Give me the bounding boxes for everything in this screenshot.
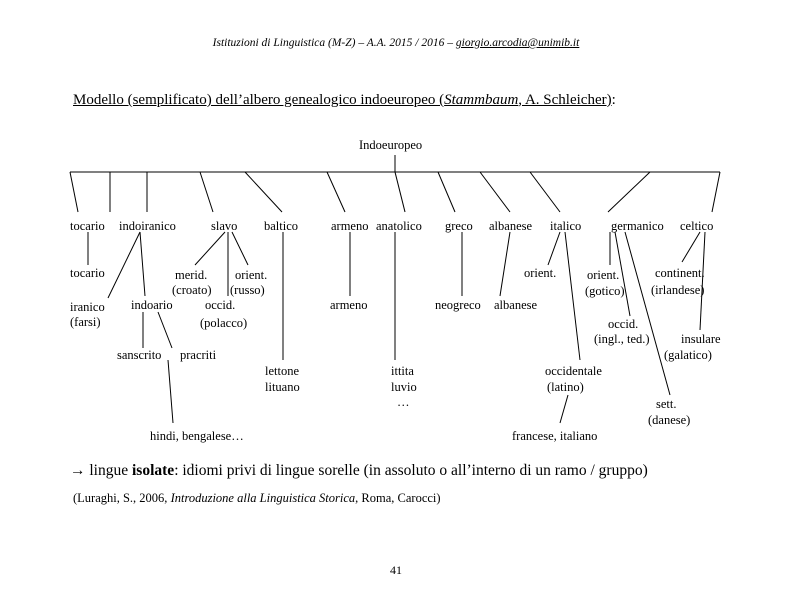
node-lettone: lettone (265, 364, 300, 378)
node-armeno-2: armeno (330, 298, 368, 312)
node-occid-slav: occid. (205, 298, 236, 312)
node-orient-slav: orient. (235, 268, 268, 282)
node-farsi: (farsi) (70, 315, 101, 329)
bibliographic-reference (73, 491, 441, 506)
node-francese: francese, italiano (512, 429, 598, 443)
node-ingl-ted: (ingl., ted.) (594, 332, 650, 346)
isolate-note (70, 462, 648, 480)
node-iranico: iranico (70, 300, 105, 314)
node-danese: (danese) (648, 413, 691, 427)
node-italico: italico (550, 219, 582, 233)
header-text: Istituzioni di Linguistica (M-Z) – A.A. 2015 / 2016 – (212, 37, 456, 49)
ref-pre: (Luraghi, S., 2006, (73, 491, 171, 505)
title-stammbaum: Stammbaum (444, 92, 519, 108)
node-irlandese: (irlandese) (651, 283, 705, 297)
node-latino: (latino) (547, 380, 584, 394)
title-main: Modello (semplificato) dell’albero genealogico indoeuropeo ( (73, 92, 445, 108)
node-polacco: (polacco) (200, 316, 248, 330)
node-russo: (russo) (230, 283, 265, 297)
node-slavo: slavo (211, 219, 238, 233)
node-sanscrito: sanscrito (117, 348, 162, 362)
node-tocario-2: tocario (70, 266, 105, 280)
header-email: giorgio.arcodia@unimib.it (455, 37, 580, 49)
node-luvio: luvio (391, 380, 417, 394)
node-occid-germ: occid. (608, 317, 639, 331)
node-sett: sett. (656, 397, 677, 411)
node-continent: continent. (655, 266, 705, 280)
page-number: 41 (390, 563, 402, 577)
title-colon: : (611, 92, 616, 108)
note-bold: isolate (132, 462, 175, 479)
node-indoiranico: indoiranico (119, 219, 176, 233)
ref-book: Introduzione alla Linguistica Storica (170, 491, 356, 505)
node-germanico: germanico (611, 219, 664, 233)
node-ittita: ittita (391, 364, 414, 378)
node-neogreco: neogreco (435, 298, 481, 312)
node-ellipsis: … (397, 395, 410, 409)
title-author: , A. Schleicher) (518, 92, 612, 108)
node-anatolico: anatolico (376, 219, 422, 233)
node-insulare: insulare (681, 332, 721, 346)
note-arrow: → lingue (70, 462, 132, 479)
ref-post: , Roma, Carocci) (355, 491, 441, 505)
node-baltico: baltico (264, 219, 299, 233)
node-armeno: armeno (331, 219, 369, 233)
node-merid: merid. (175, 268, 208, 282)
node-orient-germ: orient. (587, 268, 620, 282)
node-galatico: (galatico) (664, 348, 712, 362)
node-albanese-2: albanese (494, 298, 538, 312)
node-greco: greco (445, 219, 473, 233)
node-celtico: celtico (680, 219, 714, 233)
note-rest: : idiomi privi di lingue sorelle (in assoluto o all’interno di un ramo / gruppo) (174, 462, 648, 479)
node-albanese: albanese (489, 219, 533, 233)
node-occidentale: occidentale (545, 364, 602, 378)
node-gotico: (gotico) (585, 284, 625, 298)
node-indoeuropeo: Indoeuropeo (359, 138, 423, 152)
node-hindi: hindi, bengalese… (150, 429, 244, 443)
node-croato: (croato) (172, 283, 212, 297)
node-orient-ital: orient. (524, 266, 557, 280)
node-tocario: tocario (70, 219, 105, 233)
node-indoario: indoario (131, 298, 173, 312)
node-lituano: lituano (265, 380, 300, 394)
node-pracriti: pracriti (180, 348, 217, 362)
